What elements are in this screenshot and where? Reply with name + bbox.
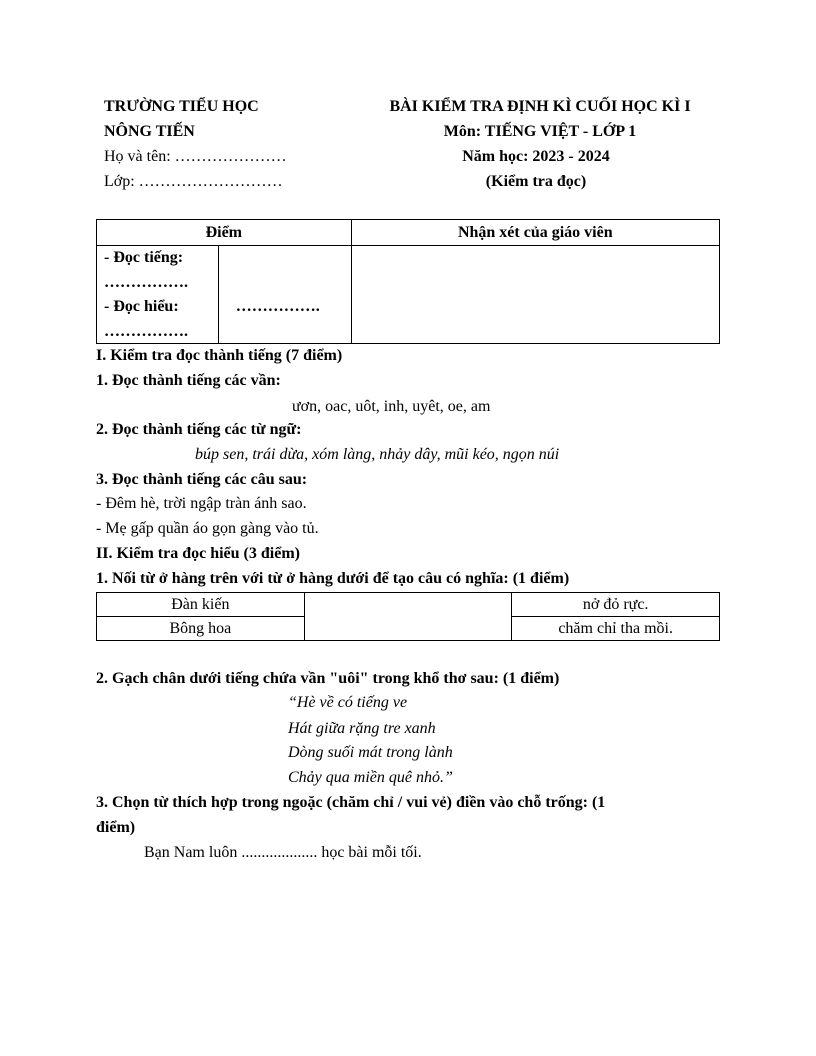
exam-title: BÀI KIỂM TRA ĐỊNH KÌ CUỐI HỌC KÌ I xyxy=(389,98,691,115)
score-table xyxy=(96,219,720,344)
part1-q3-sentence1: - Đêm hè, trời ngập tràn ánh sao. xyxy=(96,495,307,512)
comment-header: Nhận xét của giáo viên xyxy=(351,220,719,246)
part2-q1: 1. Nối từ ở hàng trên với từ ở hàng dưới để tạo câu có nghĩa: (1 điểm) xyxy=(96,570,570,587)
match-right-item: chăm chỉ tha mồi. xyxy=(512,617,720,641)
match-left-item: Đàn kiến xyxy=(97,593,305,617)
match-right-item: nở đỏ rực. xyxy=(512,593,720,617)
match-left-item: Bông hoa xyxy=(97,617,305,641)
school-name-line2: NÔNG TIẾN xyxy=(104,123,195,140)
part2-q3-line2: điểm) xyxy=(96,819,136,836)
part1-q2-words: búp sen, trái dừa, xóm làng, nhảy dây, mũi kéo, ngọn núi xyxy=(195,446,560,463)
part1-q1: 1. Đọc thành tiếng các vần: xyxy=(96,372,281,389)
poem-line: Dòng suối mát trong lành xyxy=(288,744,453,761)
part2-q2: 2. Gạch chân dưới tiếng chứa vần "uôi" trong khổ thơ sau: (1 điểm) xyxy=(96,670,560,687)
part2-q3-sentence: Bạn Nam luôn ................... học bài mỗi tối. xyxy=(144,844,422,861)
school-name-line1: TRƯỜNG TIỂU HỌC xyxy=(104,98,259,115)
reading-aloud-score: ……………. xyxy=(104,274,188,291)
part1-title: I. Kiểm tra đọc thành tiếng (7 điểm) xyxy=(96,347,343,364)
component-scores-cell xyxy=(97,246,219,344)
exam-type: (Kiểm tra đọc) xyxy=(485,173,587,190)
part2-title: II. Kiểm tra đọc hiểu (3 điểm) xyxy=(96,545,300,562)
total-score-cell xyxy=(218,246,351,344)
exam-year: Năm học: 2023 - 2024 xyxy=(462,148,610,165)
part2-q3-line1: 3. Chọn từ thích hợp trong ngoặc (chăm chỉ / vui vẻ) điền vào chỗ trống: (1 xyxy=(96,794,606,811)
part1-q2: 2. Đọc thành tiếng các từ ngữ: xyxy=(96,421,302,438)
reading-aloud-label: - Đọc tiếng: xyxy=(104,249,184,266)
reading-comp-score: ……………. xyxy=(104,323,188,340)
total-score: ……………. xyxy=(235,298,320,315)
matching-table xyxy=(96,592,720,641)
poem-line: Hát giữa rặng tre xanh xyxy=(288,720,436,737)
reading-comp-label: - Đọc hiểu: xyxy=(104,298,179,315)
part1-q1-rhymes: ươn, oac, uôt, inh, uyêt, oe, am xyxy=(292,398,491,415)
exam-subject: Môn: TIẾNG VIỆT - LỚP 1 xyxy=(443,123,637,140)
part1-q3-sentence2: - Mẹ gấp quần áo gọn gàng vào tủ. xyxy=(96,520,319,537)
teacher-comment-cell xyxy=(351,246,719,344)
student-class-field: Lớp: ……………………… xyxy=(104,173,283,190)
poem-line: “Hè về có tiếng ve xyxy=(288,694,408,711)
match-gap-cell xyxy=(304,593,512,641)
poem-line: Chảy qua miền quê nhỏ.” xyxy=(288,769,453,786)
student-name-field: Họ và tên: ………………… xyxy=(104,148,287,165)
score-header: Điểm xyxy=(97,220,352,246)
part1-q3: 3. Đọc thành tiếng các câu sau: xyxy=(96,471,308,488)
